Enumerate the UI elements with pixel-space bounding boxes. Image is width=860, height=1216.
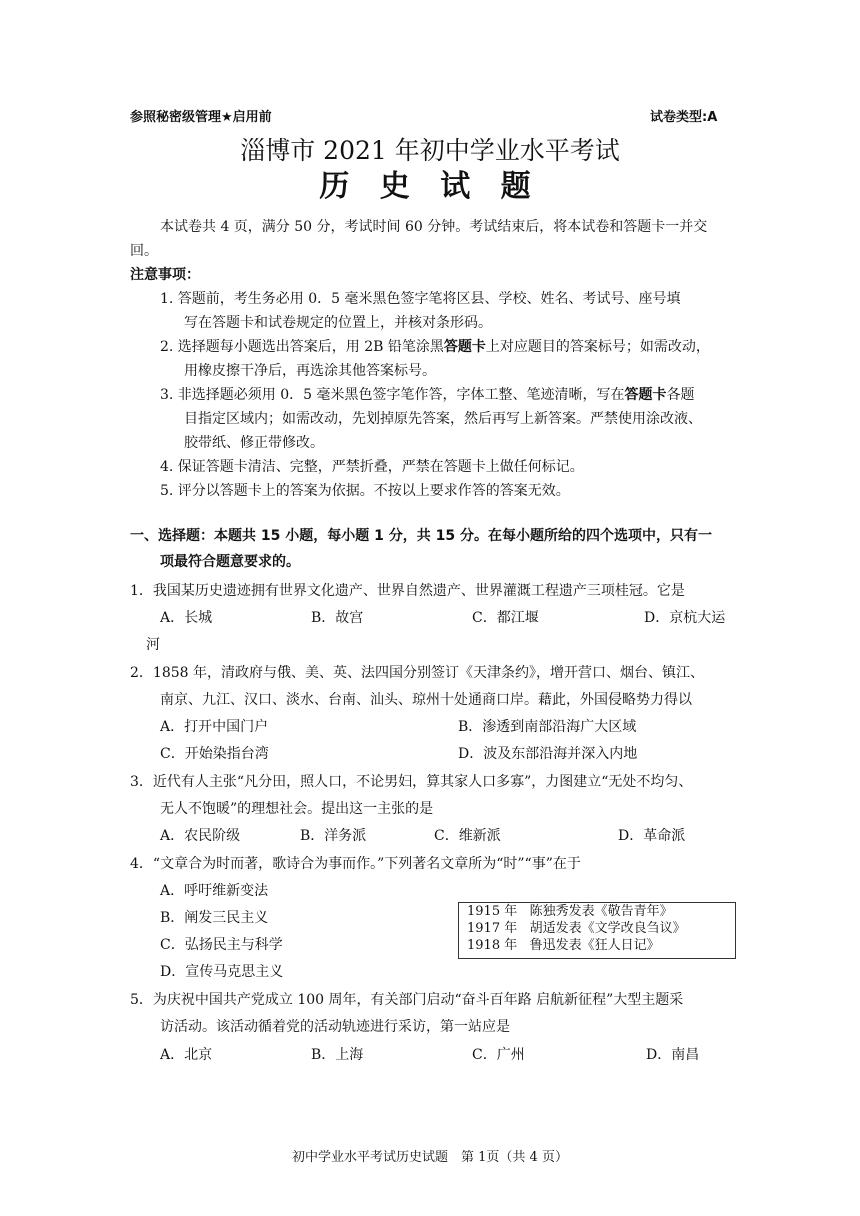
q5-option-c: C．广州 (472, 1047, 525, 1063)
intro-line-2: 回。 (130, 243, 158, 259)
q2-stem-line-2: 南京、九江、汉口、淡水、台南、汕头、琼州十处通商口岸。藉此，外国侵略势力得以 (160, 692, 692, 708)
q4-option-d: D．宣传马克思主义 (160, 964, 284, 980)
q1-option-d: D．京杭大运 (644, 610, 726, 626)
note-1-line-2: 写在答题卡和试卷规定的位置上，并核对条形码。 (184, 315, 492, 331)
note-5: 5. 评分以答题卡上的答案为依据。不按以上要求作答的答案无效。 (160, 483, 570, 499)
q4-table-year: 1917 年 (467, 921, 518, 936)
q3-option-a: A．农民阶级 (160, 828, 241, 844)
q2-option-d: D．波及东部沿海并深入内地 (458, 746, 638, 762)
note-1-line-1: 1. 答题前，考生务必用 0．5 毫米黑色签字笔将区县、学校、姓名、考试号、座号填 (160, 291, 681, 307)
q3-option-c: C．维新派 (434, 828, 501, 844)
q4-table-text: 陈独秀发表《敬告青年》 (529, 904, 673, 919)
note-2-line-2: 用橡皮擦干净后，再选涂其他答案标号。 (184, 363, 436, 379)
notes-heading: 注意事项： (130, 267, 200, 283)
q4-option-c: C．弘扬民主与科学 (160, 937, 283, 953)
q4-table-row-3 (459, 937, 735, 954)
confidential-label: 参照秘密级管理★启用前 (130, 110, 272, 125)
exam-title: 淄博市 2021 年初中学业水平考试 (240, 136, 620, 165)
q5-option-d: D．南昌 (646, 1047, 700, 1063)
note-3-line-1 (160, 384, 695, 404)
q4-reference-table (458, 902, 736, 959)
page-footer: 初中学业水平考试历史试题 第 1页（共 4 页） (292, 1150, 568, 1165)
note-2-answer-card: 答题卡 (443, 339, 486, 355)
q2-option-c: C．开始染指台湾 (160, 746, 269, 762)
q4-stem: 4．“文章合为时而著，歌诗合为事而作。”下列著名文章所为“时”“事”在于 (130, 856, 581, 872)
q1-stem: 1．我国某历史遗迹拥有世界文化遗产、世界自然遗产、世界灌溉工程遗产三项桂冠。它是 (130, 583, 685, 599)
exam-subtitle: 历 史 试 题 (319, 169, 541, 204)
q4-table-text: 胡适发表《文学改良刍议》 (529, 921, 686, 936)
q1-option-d-wrap: 河 (146, 637, 160, 653)
note-3-line-3: 胶带纸、修正带修改。 (184, 435, 324, 451)
q2-stem-line-1: 2．1858 年，清政府与俄、美、英、法四国分别签订《天津条约》，增开营口、烟台、镇江、 (130, 665, 704, 681)
note-3-text-a: 3. 非选择题必须用 0．5 毫米黑色签字笔作答，字体工整、笔迹清晰，写在 (160, 387, 625, 403)
intro-line-1: 本试卷共 4 页，满分 50 分，考试时间 60 分钟。考试结束后，将本试卷和答题卡一并交 (160, 219, 708, 235)
paper-type-label: 试卷类型:A (650, 110, 718, 125)
q2-option-b: B．渗透到南部沿海广大区域 (458, 719, 637, 735)
q1-option-b: B．故宫 (311, 610, 364, 626)
note-3-line-2: 目指定区域内；如需改动，先划掉原先答案，然后再写上新答案。严禁使用涂改液、 (184, 411, 702, 427)
q3-option-d: D．革命派 (618, 828, 686, 844)
note-4: 4. 保证答题卡清洁、完整，严禁折叠，严禁在答题卡上做任何标记。 (160, 459, 584, 475)
q1-option-c: C．都江堰 (472, 610, 539, 626)
q4-table-text: 鲁迅发表《狂人日记》 (529, 938, 660, 953)
note-2-text-c: 上对应题目的答案标号；如需改动， (485, 339, 710, 355)
note-3-text-c: 各题 (666, 387, 695, 403)
q4-option-a: A．呼吁维新变法 (160, 883, 269, 899)
q4-option-b: B．阐发三民主义 (160, 910, 269, 926)
q5-stem-line-2: 访活动。该活动循着党的活动轨迹进行采访，第一站应是 (160, 1019, 510, 1035)
q3-stem-line-1: 3．近代有人主张“凡分田，照人口，不论男妇，算其家人口多寡”，力图建立“无处不均匀、 (130, 774, 693, 790)
q5-option-b: B．上海 (311, 1047, 364, 1063)
q3-stem-line-2: 无人不饱暖”的理想社会。提出这一主张的是 (160, 801, 434, 817)
q4-table-year: 1918 年 (467, 938, 518, 953)
q5-option-a: A．北京 (160, 1047, 213, 1063)
q2-option-a: A．打开中国门户 (160, 719, 269, 735)
section-heading-line-1: 一、选择题：本题共 15 小题，每小题 1 分，共 15 分。在每小题所给的四个选项中，只有一 (130, 528, 712, 544)
q4-table-year: 1915 年 (467, 904, 518, 919)
note-2-text-a: 2. 选择题每小题选出答案后，用 2B 铅笔涂黑 (160, 339, 444, 355)
q4-table-row-1 (459, 903, 735, 920)
q5-stem-line-1: 5．为庆祝中国共产党成立 100 周年，有关部门启动“奋斗百年路 启航新征程”大型主题采 (130, 992, 684, 1008)
note-2-line-1 (160, 336, 710, 356)
q3-option-b: B．洋务派 (300, 828, 367, 844)
q4-table-row-2 (459, 920, 735, 937)
q1-option-a: A．长城 (160, 610, 213, 626)
note-3-answer-card: 答题卡 (624, 387, 667, 403)
section-heading-line-2: 项最符合题意要求的。 (160, 554, 300, 570)
